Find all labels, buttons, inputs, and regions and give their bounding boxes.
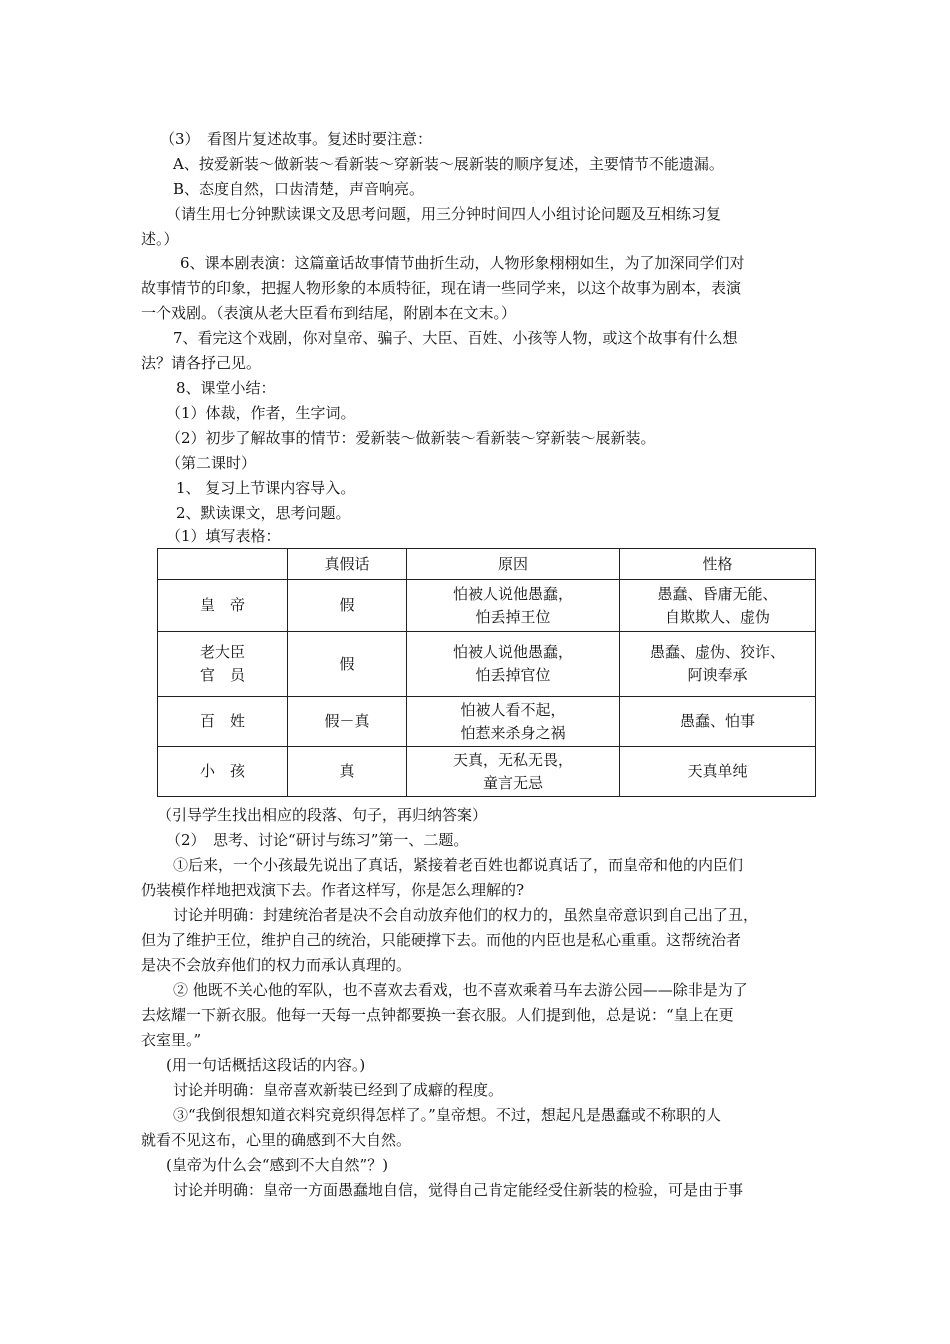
reason-cell: [407, 747, 620, 797]
trait-cell: [620, 632, 816, 697]
text-line: 讨论并明确：皇帝一方面愚蠢地自信，觉得自己肯定能经受住新装的检验，可是由于事: [173, 1181, 744, 1199]
table-header-cell: 性格: [620, 549, 816, 580]
cell-line: 怕被人说他愚蠢，: [452, 643, 573, 661]
cell-line: 愚蠢、怕事: [679, 712, 755, 730]
text-line: （1）体裁，作者，生字词。: [166, 404, 356, 422]
reason-cell: [407, 632, 620, 697]
truth-cell: 假: [288, 580, 407, 632]
text-line: (皇帝为什么会“感到不大自然”？): [166, 1156, 389, 1174]
text-line: 故事情节的印象，把握人物形象的本质特征，现在请一些同学来，以这个故事为剧本，表演: [141, 279, 742, 297]
cell-line: 怕丢掉王位: [475, 607, 551, 626]
text-line: （1）填写表格：: [166, 527, 281, 545]
text-line: 述。）: [141, 230, 179, 248]
cell-line: 自欺欺人、虚伪: [664, 607, 770, 626]
text-line: 法？请各抒己见。: [141, 354, 262, 372]
text-line: 1、 复习上节课内容导入。: [176, 479, 356, 497]
cell-line: 百 姓: [199, 712, 245, 730]
text-line: 去炫耀一下新衣服。他每一天每一点钟都要换一套衣服。人们提到他，总是说：“皇上在更: [141, 1006, 734, 1024]
reason-cell: [407, 580, 620, 632]
table-header-cell: 真假话: [288, 549, 407, 580]
table-header-cell: [158, 549, 288, 580]
character-analysis-table: [157, 548, 816, 797]
cell-line: 天真，无私无畏，: [452, 750, 573, 769]
reason-cell: [407, 697, 620, 747]
cell-line: 愚蠢、虚伪、狡诈、: [649, 643, 785, 661]
text-line: 一个戏剧。（表演从老大臣看布到结尾，附剧本在文末。）: [141, 304, 517, 322]
text-line: ①后来，一个小孩最先说出了真话，紧接着老百姓也都说真话了，而皇帝和他的内臣们: [173, 856, 744, 874]
text-line: ② 他既不关心他的军队，也不喜欢去看戏，也不喜欢乘着马车去游公园——除非是为了: [173, 981, 748, 999]
truth-cell: 假－真: [288, 697, 407, 747]
trait-cell: [620, 747, 816, 797]
table-row: [158, 697, 816, 747]
text-line: 仍装模作样地把戏演下去。作者这样写，你是怎么理解的?: [141, 881, 525, 899]
cell-line: 皇 帝: [199, 596, 245, 614]
role-cell: [158, 632, 288, 697]
cell-line: 老大臣: [199, 643, 245, 661]
role-cell: [158, 697, 288, 747]
trait-cell: [620, 697, 816, 747]
text-line: 讨论并明确：皇帝喜欢新装已经到了成癖的程度。: [173, 1081, 504, 1099]
text-line: （2） 思考、讨论“研讨与练习”第一、二题。: [166, 831, 469, 849]
trait-cell: [620, 580, 816, 632]
text-line: (用一句话概括这段话的内容。): [166, 1056, 366, 1074]
cell-line: 怕被人说他愚蠢，: [452, 584, 573, 603]
text-line: 2、默读课文，思考问题。: [176, 504, 351, 522]
cell-line: 怕被人看不起，: [460, 700, 566, 719]
text-line: （2）初步了解故事的情节：爱新装～做新装～看新装～穿新装～展新装。: [166, 429, 656, 447]
text-line: 7、看完这个戏剧，你对皇帝、骗子、大臣、百姓、小孩等人物，或这个故事有什么想: [173, 329, 738, 347]
truth-cell: 真: [288, 747, 407, 797]
text-line: （3） 看图片复述故事。复述时要注意：: [160, 130, 433, 148]
text-line: 6、课本剧表演：这篇童话故事情节曲折生动，人物形象栩栩如生，为了加深同学们对: [180, 254, 745, 272]
text-line: ③“我倒很想知道衣料究竟织得怎样了。”皇帝想。不过，想起凡是愚蠢或不称职的人: [173, 1106, 721, 1124]
table-row: [158, 580, 816, 632]
role-cell: [158, 580, 288, 632]
truth-cell: 假: [288, 632, 407, 697]
text-line: （引导学生找出相应的段落、句子，再归纳答案）: [157, 806, 488, 824]
cell-line: 怕惹来杀身之祸: [460, 723, 566, 742]
text-line: 讨论并明确：封建统治者是决不会自动放弃他们的权力的，虽然皇帝意识到自己出了丑，: [173, 906, 759, 924]
table-header-cell: 原因: [407, 549, 620, 580]
text-line: 衣室里。”: [141, 1031, 202, 1049]
table-row: [158, 747, 816, 797]
cell-line: 小 孩: [199, 762, 245, 780]
cell-line: 天真单纯: [687, 762, 748, 780]
text-line: 就看不见这布，心里的确感到不大自然。: [141, 1131, 412, 1149]
text-line: 8、课堂小结：: [176, 379, 276, 397]
cell-line: 愚蠢、昏庸无能、: [657, 584, 778, 603]
text-line: 但为了维护王位，维护自己的统治，只能硬撑下去。而他的内臣也是私心重重。这帮统治者: [141, 931, 742, 949]
text-line: B、态度自然，口齿清楚，声音响亮。: [173, 180, 425, 198]
text-line: A、按爱新装～做新装～看新装～穿新装～展新装的顺序复述，主要情节不能遗漏。: [173, 155, 724, 173]
table-header-row: [158, 549, 816, 580]
cell-line: 童言无忌: [482, 773, 543, 792]
table-row: [158, 632, 816, 697]
text-line: （请生用七分钟默读课文及思考问题，用三分钟时间四人小组讨论问题及互相练习复: [166, 205, 722, 223]
text-line: 是决不会放弃他们的权力而承认真理的。: [141, 956, 412, 974]
cell-line: 阿谀奉承: [687, 666, 748, 684]
cell-line: 怕丢掉官位: [475, 666, 551, 684]
text-line: （第二课时）: [166, 454, 257, 472]
role-cell: [158, 747, 288, 797]
cell-line: 官 员: [199, 666, 245, 684]
